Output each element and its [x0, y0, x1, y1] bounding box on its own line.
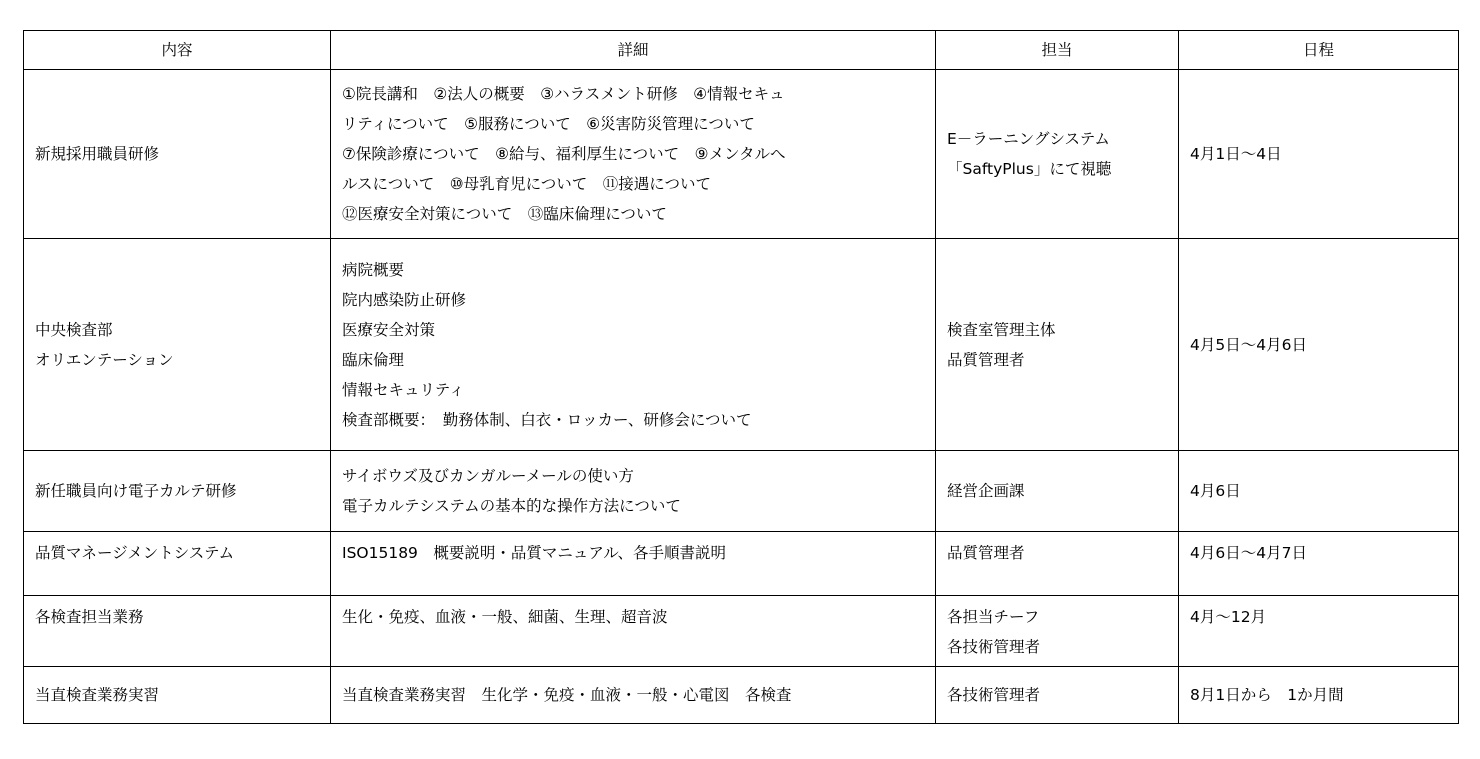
- table-row: [24, 532, 1459, 596]
- owner-cell: [936, 596, 1179, 667]
- detail-cell: [331, 667, 936, 724]
- owner-cell: [936, 70, 1179, 239]
- owner-cell: [936, 451, 1179, 532]
- content-line: 品質マネージメントシステム: [35, 544, 235, 562]
- detail-line: 検査部概要： 勤務体制、白衣・ロッカー、研修会について: [342, 410, 752, 429]
- detail-cell: [331, 451, 936, 532]
- detail-line: ⑫医療安全対策について ⑬臨床倫理について: [342, 205, 667, 223]
- content-line: 当直検査業務実習: [35, 686, 160, 704]
- owner-line: 各技術管理者: [947, 638, 1041, 656]
- detail-line: リティについて ⑤服務について ⑥災害防災管理について: [342, 115, 755, 133]
- content-cell: [24, 667, 331, 724]
- detail-line: ルスについて ⑩母乳育児について ⑪接遇について: [342, 175, 712, 193]
- detail-line: サイボウズ及びカンガルーメールの使い方: [342, 467, 634, 485]
- table-row: [24, 239, 1459, 451]
- schedule-line: 8月1日から 1か月間: [1190, 686, 1344, 704]
- owner-line: 検査室管理主体: [947, 320, 1056, 339]
- owner-line: E－ラーニングシステム: [947, 130, 1110, 148]
- content-line: 新規採用職員研修: [35, 145, 160, 163]
- table-row: [24, 667, 1459, 724]
- table-row: [24, 596, 1459, 667]
- content-line: 各検査担当業務: [35, 608, 144, 626]
- schedule-cell: [1179, 451, 1459, 532]
- content-cell: [24, 70, 331, 239]
- detail-line: 当直検査業務実習 生化学・免疫・血液・一般・心電図 各検査: [342, 686, 792, 704]
- content-cell: [24, 532, 331, 596]
- header-row: [24, 31, 1459, 70]
- schedule-line: 4月5日～4月6日: [1190, 335, 1307, 354]
- detail-cell: [331, 239, 936, 451]
- content-line: 中央検査部: [35, 320, 113, 339]
- content-line: 新任職員向け電子カルテ研修: [35, 482, 237, 500]
- detail-cell: [331, 532, 936, 596]
- detail-cell: [331, 70, 936, 239]
- content-cell: [24, 596, 331, 667]
- content-cell: [24, 239, 331, 451]
- owner-cell: [936, 667, 1179, 724]
- schedule-line: 4月1日～4日: [1190, 145, 1282, 163]
- content-cell: [24, 451, 331, 532]
- owner-line: 「SaftyPlus」にて視聴: [947, 160, 1112, 178]
- owner-line: 品質管理者: [947, 544, 1025, 562]
- table-row: [24, 451, 1459, 532]
- schedule-cell: [1179, 596, 1459, 667]
- detail-line: 生化・免疫、血液・一般、細菌、生理、超音波: [342, 608, 668, 626]
- detail-line: ①院長講和 ②法人の概要 ③ハラスメント研修 ④情報セキュ: [342, 85, 785, 103]
- schedule-line: 4月～12月: [1190, 608, 1267, 626]
- detail-line: 情報セキュリティ: [342, 380, 465, 399]
- owner-cell: [936, 239, 1179, 451]
- schedule-cell: [1179, 239, 1459, 451]
- table-row: [24, 70, 1459, 239]
- schedule-line: 4月6日～4月7日: [1190, 544, 1307, 562]
- detail-line: 院内感染防止研修: [342, 290, 467, 309]
- content-line: オリエンテーション: [35, 350, 174, 369]
- owner-line: 各担当チーフ: [947, 608, 1040, 626]
- owner-cell: [936, 532, 1179, 596]
- schedule-cell: [1179, 532, 1459, 596]
- detail-line: 病院概要: [342, 260, 405, 279]
- header-owner: 担当: [936, 31, 1179, 70]
- owner-line: 品質管理者: [947, 350, 1025, 369]
- detail-cell: [331, 596, 936, 667]
- schedule-table: [23, 30, 1459, 724]
- header-schedule: 日程: [1179, 31, 1459, 70]
- header-detail: 詳細: [331, 31, 936, 70]
- owner-line: 各技術管理者: [947, 686, 1041, 704]
- header-content: 内容: [24, 31, 331, 70]
- detail-line: ⑦保険診療について ⑧給与、福利厚生について ⑨メンタルへ: [342, 145, 786, 163]
- detail-line: 電子カルテシステムの基本的な操作方法について: [342, 497, 681, 515]
- schedule-cell: [1179, 70, 1459, 239]
- schedule-cell: [1179, 667, 1459, 724]
- schedule-line: 4月6日: [1190, 482, 1241, 500]
- owner-line: 経営企画課: [947, 482, 1025, 500]
- detail-line: 臨床倫理: [342, 350, 405, 369]
- detail-line: ISO15189 概要説明・品質マニュアル、各手順書説明: [342, 544, 727, 562]
- detail-line: 医療安全対策: [342, 320, 436, 339]
